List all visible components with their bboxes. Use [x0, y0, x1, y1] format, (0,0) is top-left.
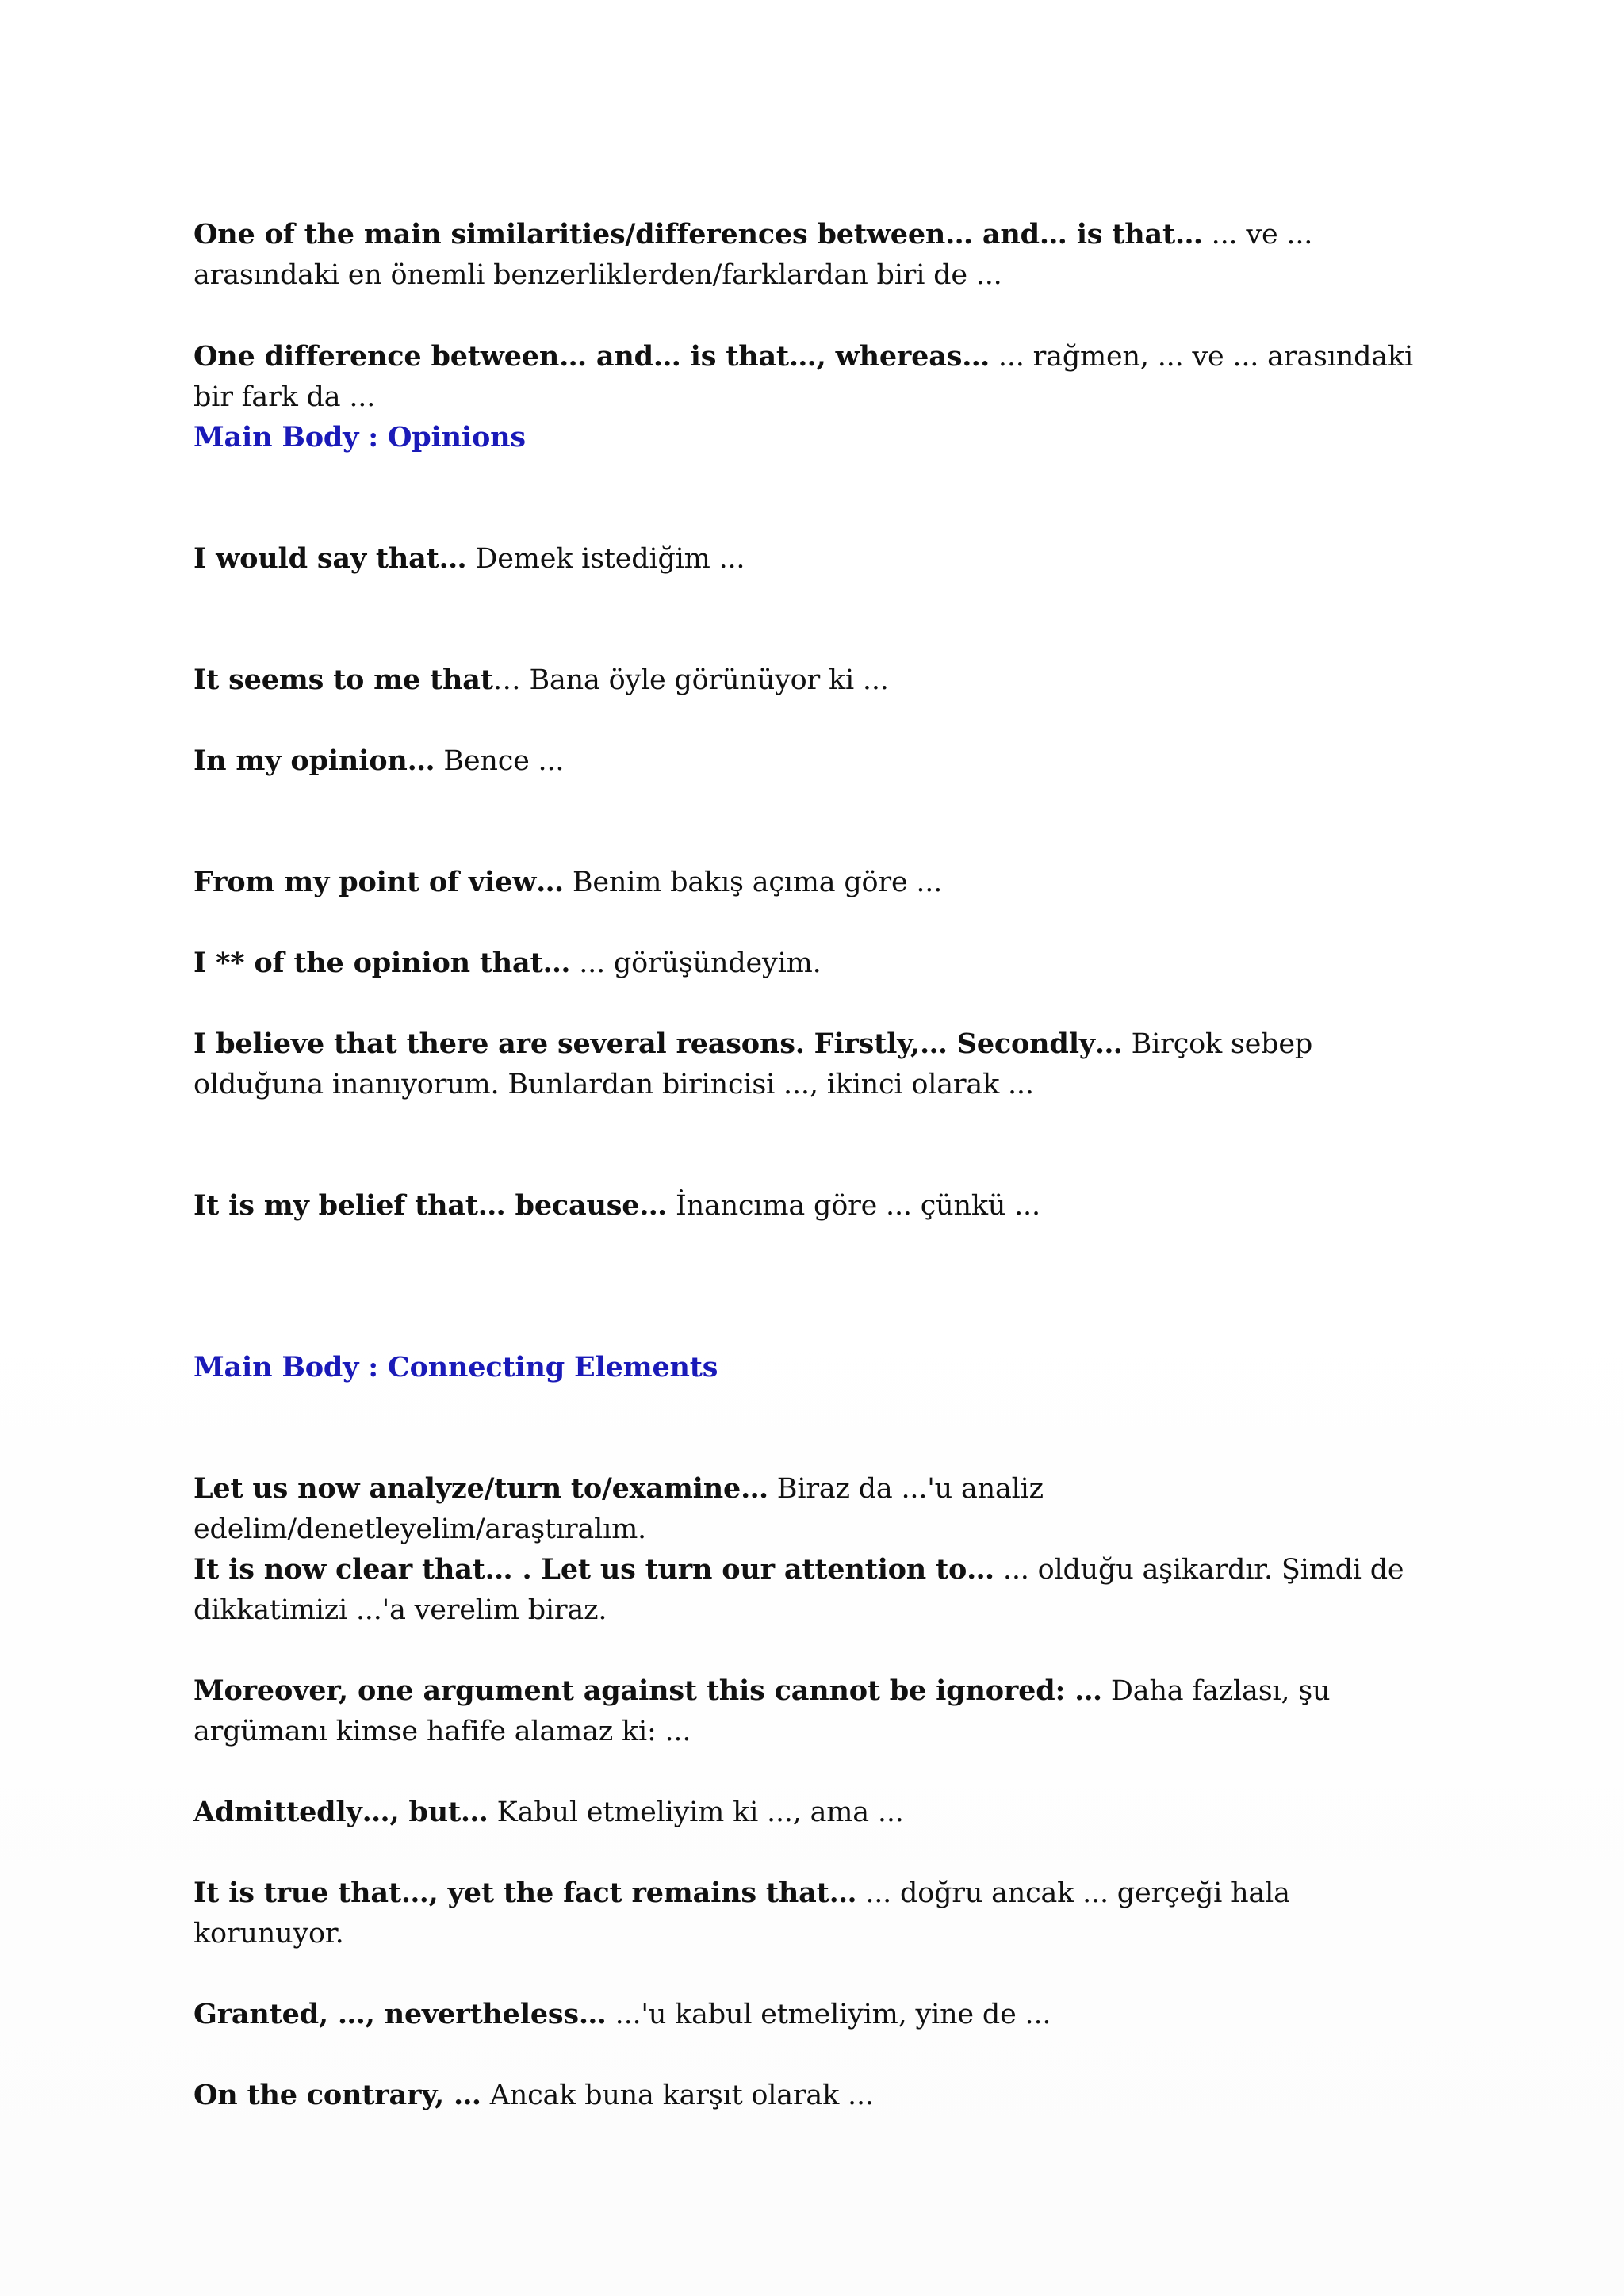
- phrase-entry: [193, 2075, 1431, 2116]
- english-phrase: On the contrary, …: [193, 2079, 481, 2111]
- english-phrase: I believe that there are several reasons. Firstly,… Secondly…: [193, 1027, 1123, 1060]
- turkish-translation: ... görüşündeyim.: [570, 947, 822, 979]
- phrase-entry: [193, 740, 1431, 782]
- turkish-translation: Demek istediğim ...: [466, 543, 745, 575]
- phrase-entry: [193, 1670, 1431, 1752]
- english-phrase: It seems to me that: [193, 664, 493, 696]
- english-phrase: From my point of view…: [193, 866, 564, 898]
- phrase-entry: [193, 336, 1431, 418]
- phrase-entry: [193, 943, 1431, 984]
- turkish-translation: Daha fazlası, şu argümanı kimse hafife alamaz ki: ...: [193, 1675, 1331, 1747]
- turkish-translation: İnancıma göre ... çünkü ...: [667, 1190, 1040, 1222]
- turkish-translation: … Bana öyle görünüyor ki ...: [492, 664, 889, 696]
- english-phrase: One difference between… and… is that…, whereas…: [193, 340, 990, 373]
- section-heading-opinions: Main Body : Opinions: [193, 421, 526, 453]
- english-phrase: In my opinion…: [193, 744, 435, 777]
- turkish-translation: ... ve ... arasındaki en önemli benzerliklerden/farklardan biri de ...: [193, 219, 1313, 291]
- english-phrase: Moreover, one argument against this cannot be ignored: …: [193, 1674, 1102, 1707]
- section-heading-connecting-elements: Main Body : Connecting Elements: [193, 1351, 718, 1383]
- english-phrase: One of the main similarities/differences between… and… is that…: [193, 218, 1203, 251]
- turkish-translation: Ancak buna karşıt olarak ...: [481, 2080, 874, 2111]
- turkish-translation: Birçok sebep olduğuna inanıyorum. Bunlardan birincisi ..., ikinci olarak ...: [193, 1028, 1313, 1100]
- english-phrase: I ** of the opinion that…: [193, 947, 571, 979]
- phrase-entry: [193, 1873, 1431, 1954]
- english-phrase: Let us now analyze/turn to/examine…: [193, 1472, 768, 1505]
- phrase-entry: [193, 538, 1431, 580]
- turkish-translation: Bence ...: [435, 745, 565, 777]
- english-phrase: It is true that…, yet the fact remains that…: [193, 1877, 857, 1909]
- english-phrase: It is now clear that… . Let us turn our attention to…: [193, 1553, 994, 1586]
- phrase-entry: [193, 1792, 1431, 1833]
- english-phrase: It is my belief that… because…: [193, 1189, 668, 1222]
- phrase-entry: [193, 1024, 1431, 1105]
- turkish-translation: ... olduğu aşikardır. Şimdi de dikkatimizi ...'a verelim biraz.: [193, 1554, 1404, 1626]
- phrase-entry: [193, 862, 1431, 903]
- phrase-entry: [193, 1994, 1431, 2035]
- turkish-translation: ... doğru ancak ... gerçeği hala korunuyor.: [193, 1877, 1290, 1950]
- turkish-translation: ...'u kabul etmeliyim, yine de ...: [606, 1999, 1051, 2030]
- english-phrase: I would say that…: [193, 542, 467, 575]
- english-phrase: Admittedly…, but…: [193, 1796, 488, 1828]
- phrase-entry: [193, 214, 1431, 296]
- phrase-entry: [193, 660, 1431, 701]
- phrase-entry: [193, 1468, 1431, 1550]
- phrase-entry: [193, 1549, 1431, 1631]
- turkish-translation: Kabul etmeliyim ki ..., ama ...: [488, 1797, 904, 1828]
- turkish-translation: ... rağmen, ... ve ... arasındaki bir fark da ...: [193, 341, 1413, 413]
- phrase-entry: [193, 1185, 1431, 1226]
- turkish-translation: Benim bakış açıma göre ...: [563, 867, 943, 898]
- turkish-translation: Biraz da ...'u analiz edelim/denetleyelim/araştıralım.: [193, 1473, 1044, 1545]
- english-phrase: Granted, …, nevertheless…: [193, 1998, 607, 2030]
